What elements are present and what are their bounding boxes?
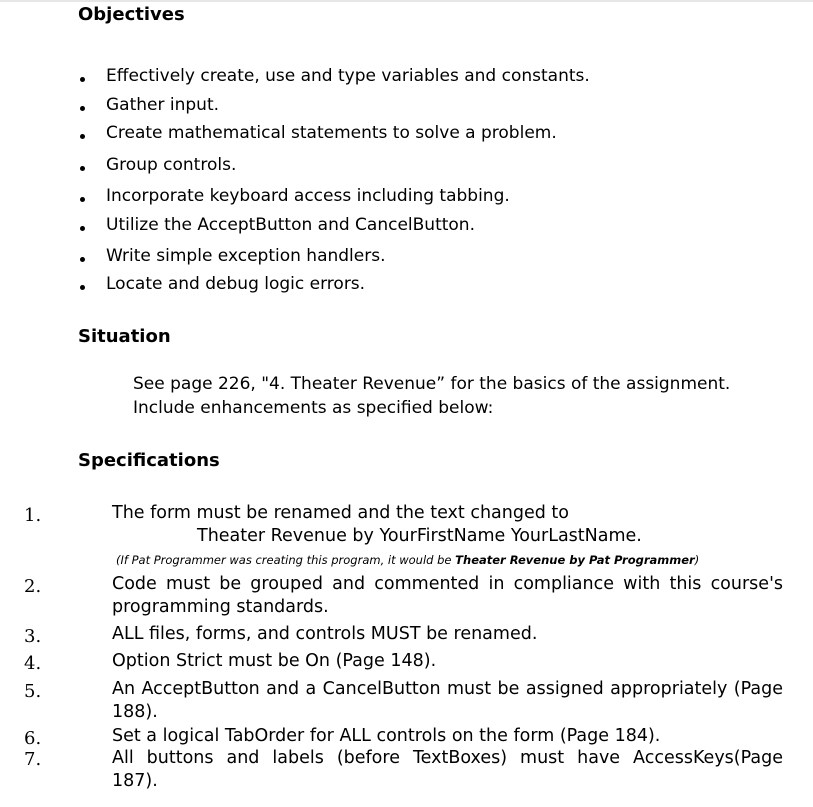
note-emphasis: Theater Revenue by Pat Programmer: [455, 553, 695, 567]
objective-text: Write simple exception handlers.: [106, 246, 386, 266]
situation-line: Include enhancements as specified below:: [133, 398, 494, 418]
spec-line: Theater Revenue by YourFirstName YourLastName.: [197, 526, 642, 546]
bullet-icon: [80, 166, 85, 171]
spec-line: programming standards.: [112, 597, 329, 617]
bullet-icon: [80, 197, 85, 202]
spec-line: 188).: [112, 702, 158, 722]
note-prefix: (If Pat Programmer was creating this program, it would be: [116, 553, 456, 567]
bullet-icon: [80, 226, 85, 231]
note-suffix: ): [694, 553, 700, 567]
spec-line: Set a logical TabOrder for ALL controls on the form (Page 184).: [112, 726, 661, 746]
objective-text: Effectively create, use and type variables and constants.: [106, 66, 590, 86]
spec-note: [116, 553, 699, 567]
page-top-border: [0, 0, 813, 2]
spec-number: 1.: [24, 505, 42, 526]
objective-text: Gather input.: [106, 95, 220, 115]
objective-text: Group controls.: [106, 155, 237, 175]
spec-number: 7.: [24, 749, 42, 770]
bullet-icon: [80, 77, 85, 82]
objective-text: Create mathematical statements to solve a problem.: [106, 123, 557, 143]
spec-number: 4.: [24, 653, 42, 674]
objective-text: Locate and debug logic errors.: [106, 274, 366, 294]
spec-line: 187).: [112, 771, 158, 791]
spec-number: 5.: [24, 681, 42, 702]
spec-line: ALL files, forms, and controls MUST be renamed.: [112, 624, 538, 644]
objective-text: Incorporate keyboard access including tabbing.: [106, 186, 510, 206]
bullet-icon: [80, 257, 85, 262]
objective-text: Utilize the AcceptButton and CancelButton.: [106, 215, 475, 235]
spec-line: An AcceptButton and a CancelButton must be assigned appropriately (Page: [112, 679, 783, 699]
spec-line: Option Strict must be On (Page 148).: [112, 651, 437, 671]
situation-line: See page 226, "4. Theater Revenue” for the basics of the assignment.: [133, 374, 731, 394]
spec-line: Code must be grouped and commented in compliance with this course's: [112, 574, 783, 594]
spec-line: The form must be renamed and the text changed to: [112, 503, 569, 523]
spec-number: 6.: [24, 728, 42, 749]
bullet-icon: [80, 285, 85, 290]
specifications-heading: Specifications: [78, 450, 220, 471]
objectives-heading: Objectives: [78, 4, 185, 25]
situation-heading: Situation: [78, 326, 171, 347]
spec-number: 3.: [24, 626, 42, 647]
bullet-icon: [80, 134, 85, 139]
spec-line: All buttons and labels (before TextBoxes) must have AccessKeys(Page: [112, 748, 783, 768]
bullet-icon: [80, 106, 85, 111]
spec-number: 2.: [24, 576, 42, 597]
